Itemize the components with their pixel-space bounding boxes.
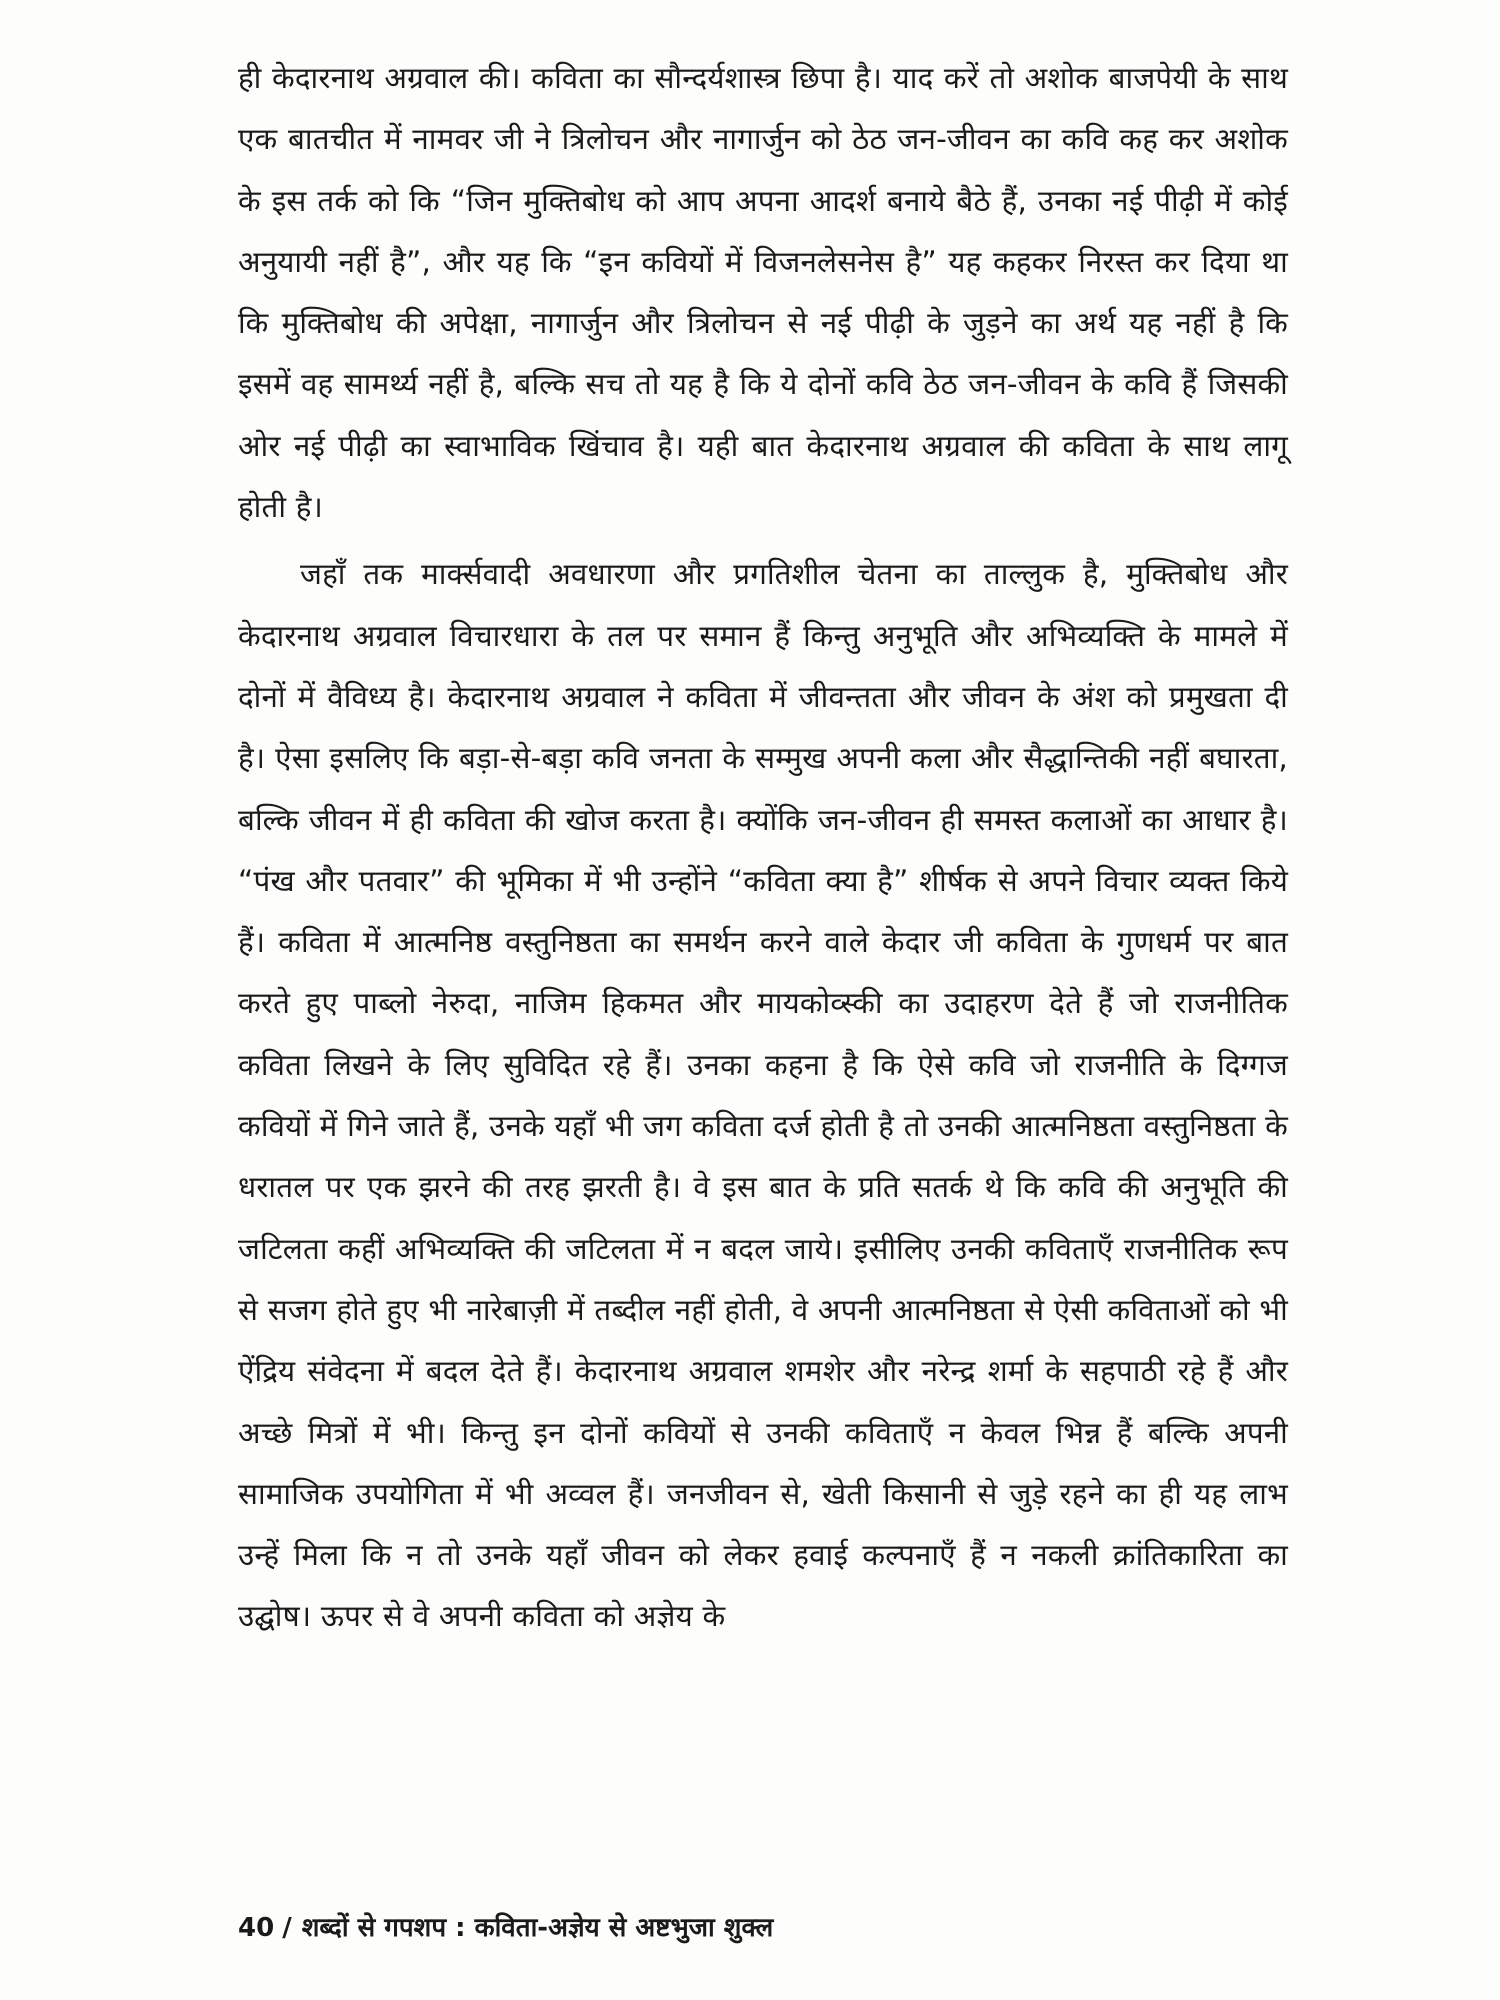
page-footer bbox=[238, 1908, 773, 1948]
paragraph-1: ही केदारनाथ अग्रवाल की। कविता का सौन्दर्यशास्त्र छिपा है। याद करें तो अशोक बाजपेयी के साथ एक बातचीत में नामवर जी ने त्रिलोचन और नागार्जुन को ठेठ जन-जीवन का कवि कह कर अशोक के इस तर्क को कि “जिन मुक्तिबोध को आप अपना आदर्श बनाये बैठे हैं, उनका नई पीढ़ी में कोई अनुयायी नहीं है”, और यह कि “इन कवियों में विजनलेसनेस है” यह कहकर निरस्त कर दिया था कि मुक्तिबोध की अपेक्षा, नागार्जुन और त्रिलोचन से नई पीढ़ी के जुड़ने का अर्थ यह नहीं है कि इसमें वह सामर्थ्य नहीं है, बल्कि सच तो यह है कि ये दोनों कवि ठेठ जन-जीवन के कवि हैं जिसकी ओर नई पीढ़ी का स्वाभाविक खिंचाव है। यही बात केदारनाथ अग्रवाल की कविता के साथ लागू होती है। bbox=[238, 61, 1288, 525]
paragraph-2: जहाँ तक मार्क्सवादी अवधारणा और प्रगतिशील चेतना का ताल्लुक है, मुक्तिबोध और केदारनाथ अग्रवाल विचारधारा के तल पर समान हैं किन्तु अनुभूति और अभिव्यक्ति के मामले में दोनों में वैविध्य है। केदारनाथ अग्रवाल ने कविता में जीवन्तता और जीवन के अंश को प्रमुखता दी है। ऐसा इसलिए कि बड़ा-से-बड़ा कवि जनता के सम्मुख अपनी कला और सैद्धान्तिकी नहीं बघारता, बल्कि जीवन में ही कविता की खोज करता है। क्योंकि जन-जीवन ही समस्त कलाओं का आधार है। “पंख और पतवार” की भूमिका में भी उन्होंने “कविता क्या है” शीर्षक से अपने विचार व्यक्त किये हैं। कविता में आत्मनिष्ठ वस्तुनिष्ठता का समर्थन करने वाले केदार जी कविता के गुणधर्म पर बात करते हुए पाब्लो नेरुदा, नाजिम हिकमत और मायकोव्स्की का उदाहरण देते हैं जो राजनीतिक कविता लिखने के लिए सुविदित रहे हैं। उनका कहना है कि ऐसे कवि जो राजनीति के दिग्गज कवियों में गिने जाते हैं, उनके यहाँ भी जग कविता दर्ज होती है तो उनकी आत्मनिष्ठता वस्तुनिष्ठता के धरातल पर एक झरने की तरह झरती है। वे इस बात के प्रति सतर्क थे कि कवि की अनुभूति की जटिलता कहीं अभिव्यक्ति की जटिलता में न बदल जाये। इसीलिए उनकी कविताएँ राजनीतिक रूप से सजग होते हुए भी नारेबाज़ी में तब्दील नहीं होती, वे अपनी आत्मनिष्ठता से ऐसी कविताओं को भी ऐंद्रिय संवेदना में बदल देते हैं। केदारनाथ अग्रवाल शमशेर और नरेन्द्र शर्मा के सहपाठी रहे हैं और अच्छे मित्रों में भी। किन्तु इन दोनों कवियों से उनकी कविताएँ न केवल भिन्न हैं बल्कि अपनी सामाजिक उपयोगिता में भी अव्वल हैं। जनजीवन से, खेती किसानी से जुड़े रहने का ही यह लाभ उन्हें मिला कि न तो उनके यहाँ जीवन को लेकर हवाई कल्पनाएँ हैं न नकली क्रांतिकारिता का उद्घोष। ऊपर से वे अपनी कविता को अज्ञेय के bbox=[238, 557, 1289, 1634]
body-text bbox=[238, 48, 1288, 1648]
book-title: शब्दों से गपशप : कविता-अज्ञेय से अष्टभुजा शुक्ल bbox=[301, 1913, 774, 1943]
footer-separator: / bbox=[282, 1913, 292, 1943]
page-number: 40 bbox=[238, 1913, 275, 1943]
